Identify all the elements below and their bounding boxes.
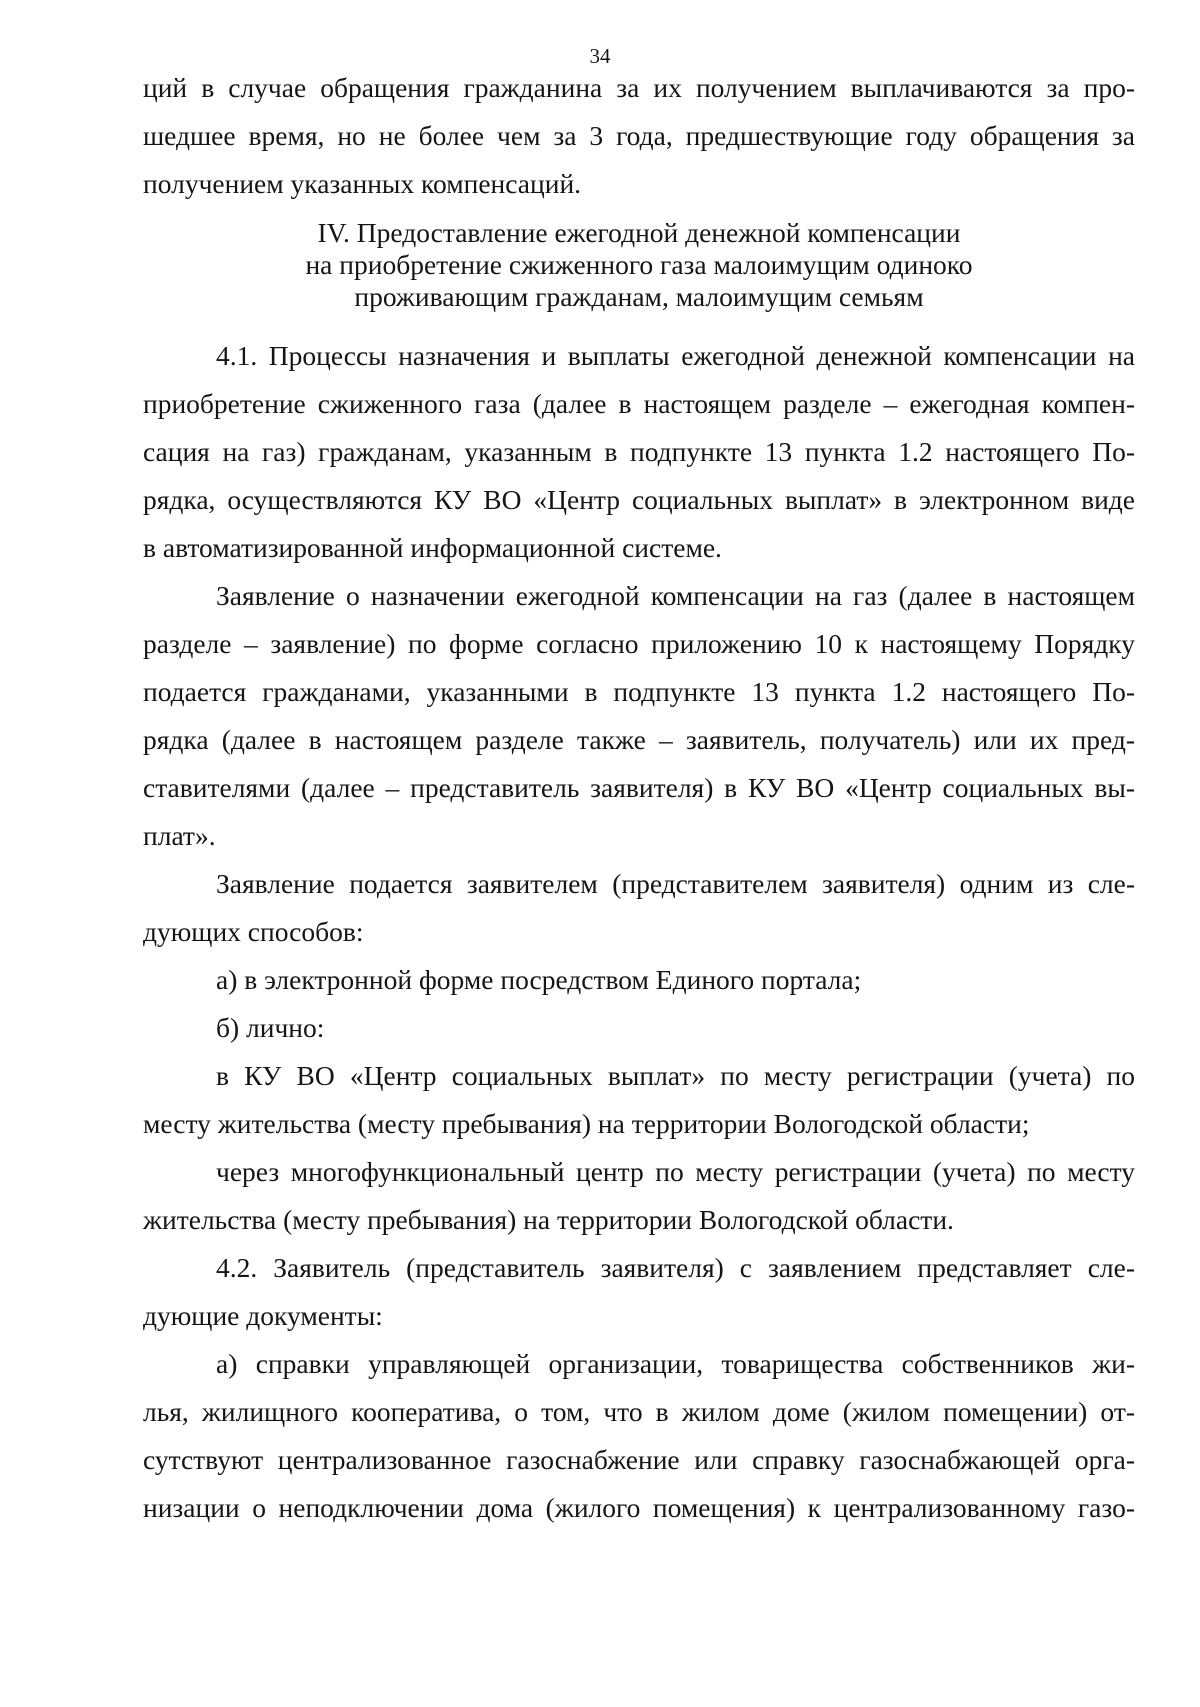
text-line: б) лично:	[216, 1012, 325, 1043]
list-item-a-certificates	[143, 1340, 1135, 1532]
text-line: 4.1. Процессы назначения и выплаты ежегодной денежной компенсации на	[216, 340, 1135, 371]
continuation-paragraph	[143, 64, 1135, 208]
text-line: сация на газ) гражданам, указанным в подпункте 13 пункта 1.2 настоящего По-	[143, 436, 1135, 467]
heading-line: проживающим гражданам, малоимущим семьям	[354, 281, 924, 312]
text-line: ставителями (далее – представитель заявителя) в КУ ВО «Центр социальных вы-	[143, 772, 1135, 803]
text-line: низации о неподключении дома (жилого помещения) к централизованному газо-	[143, 1492, 1135, 1523]
section-heading	[143, 217, 1135, 313]
paragraph-4-1	[143, 332, 1135, 572]
list-item-b-in-person	[143, 1004, 1135, 1052]
text-line: через многофункциональный центр по месту регистрации (учета) по месту	[216, 1156, 1135, 1187]
text-line: шедшее время, но не более чем за 3 года, предшествующие году обращения за	[143, 120, 1135, 151]
text-line: рядка, осуществляются КУ ВО «Центр социальных выплат» в электронном виде	[143, 484, 1135, 515]
text-line: а) справки управляющей организации, товарищества собственников жи-	[216, 1348, 1135, 1379]
text-line: в автоматизированной информационной системе.	[143, 532, 722, 563]
text-line: а) в электронной форме посредством Единого портала;	[216, 964, 862, 995]
paragraph-mfc	[143, 1148, 1135, 1244]
paragraph-center-office	[143, 1052, 1135, 1148]
paragraph-application	[143, 572, 1135, 860]
text-line: дующих способов:	[143, 916, 364, 947]
text-line: жительства (месту пребывания) на территории Вологодской области.	[143, 1204, 954, 1235]
text-line: Заявление подается заявителем (представителем заявителя) одним из сле-	[216, 868, 1135, 899]
text-line: ций в случае обращения гражданина за их получением выплачиваются за про-	[143, 72, 1135, 103]
page-number: 34	[589, 44, 611, 68]
heading-line: IV. Предоставление ежегодной денежной компенсации	[317, 217, 961, 248]
text-line: 4.2. Заявитель (представитель заявителя) с заявлением представляет сле-	[216, 1252, 1135, 1283]
text-line: плат».	[143, 820, 216, 851]
text-line: приобретение сжиженного газа (далее в настоящем разделе – ежегодная компен-	[143, 388, 1135, 419]
text-line: месту жительства (месту пребывания) на территории Вологодской области;	[143, 1108, 1030, 1139]
text-line: рядка (далее в настоящем разделе также – заявитель, получатель) или их пред-	[143, 724, 1135, 755]
text-line: Заявление о назначении ежегодной компенсации на газ (далее в настоящем	[216, 580, 1135, 611]
text-line: получением указанных компенсаций.	[143, 168, 582, 199]
body-text	[143, 332, 1135, 1532]
paragraph-4-2	[143, 1244, 1135, 1340]
heading-line: на приобретение сжиженного газа малоимущим одиноко	[305, 249, 973, 280]
text-line: подается гражданами, указанными в подпункте 13 пункта 1.2 настоящего По-	[143, 676, 1135, 707]
paragraph-submission-methods	[143, 860, 1135, 956]
list-item-a-electronic	[143, 956, 1135, 1004]
text-line: дующие документы:	[143, 1300, 383, 1331]
text-line: лья, жилищного кооператива, о том, что в жилом доме (жилом помещении) от-	[143, 1396, 1135, 1427]
text-line: разделе – заявление) по форме согласно приложению 10 к настоящему Порядку	[143, 628, 1135, 659]
text-line: сутствуют централизованное газоснабжение или справку газоснабжающей орга-	[143, 1444, 1135, 1475]
text-line: в КУ ВО «Центр социальных выплат» по месту регистрации (учета) по	[216, 1060, 1135, 1091]
